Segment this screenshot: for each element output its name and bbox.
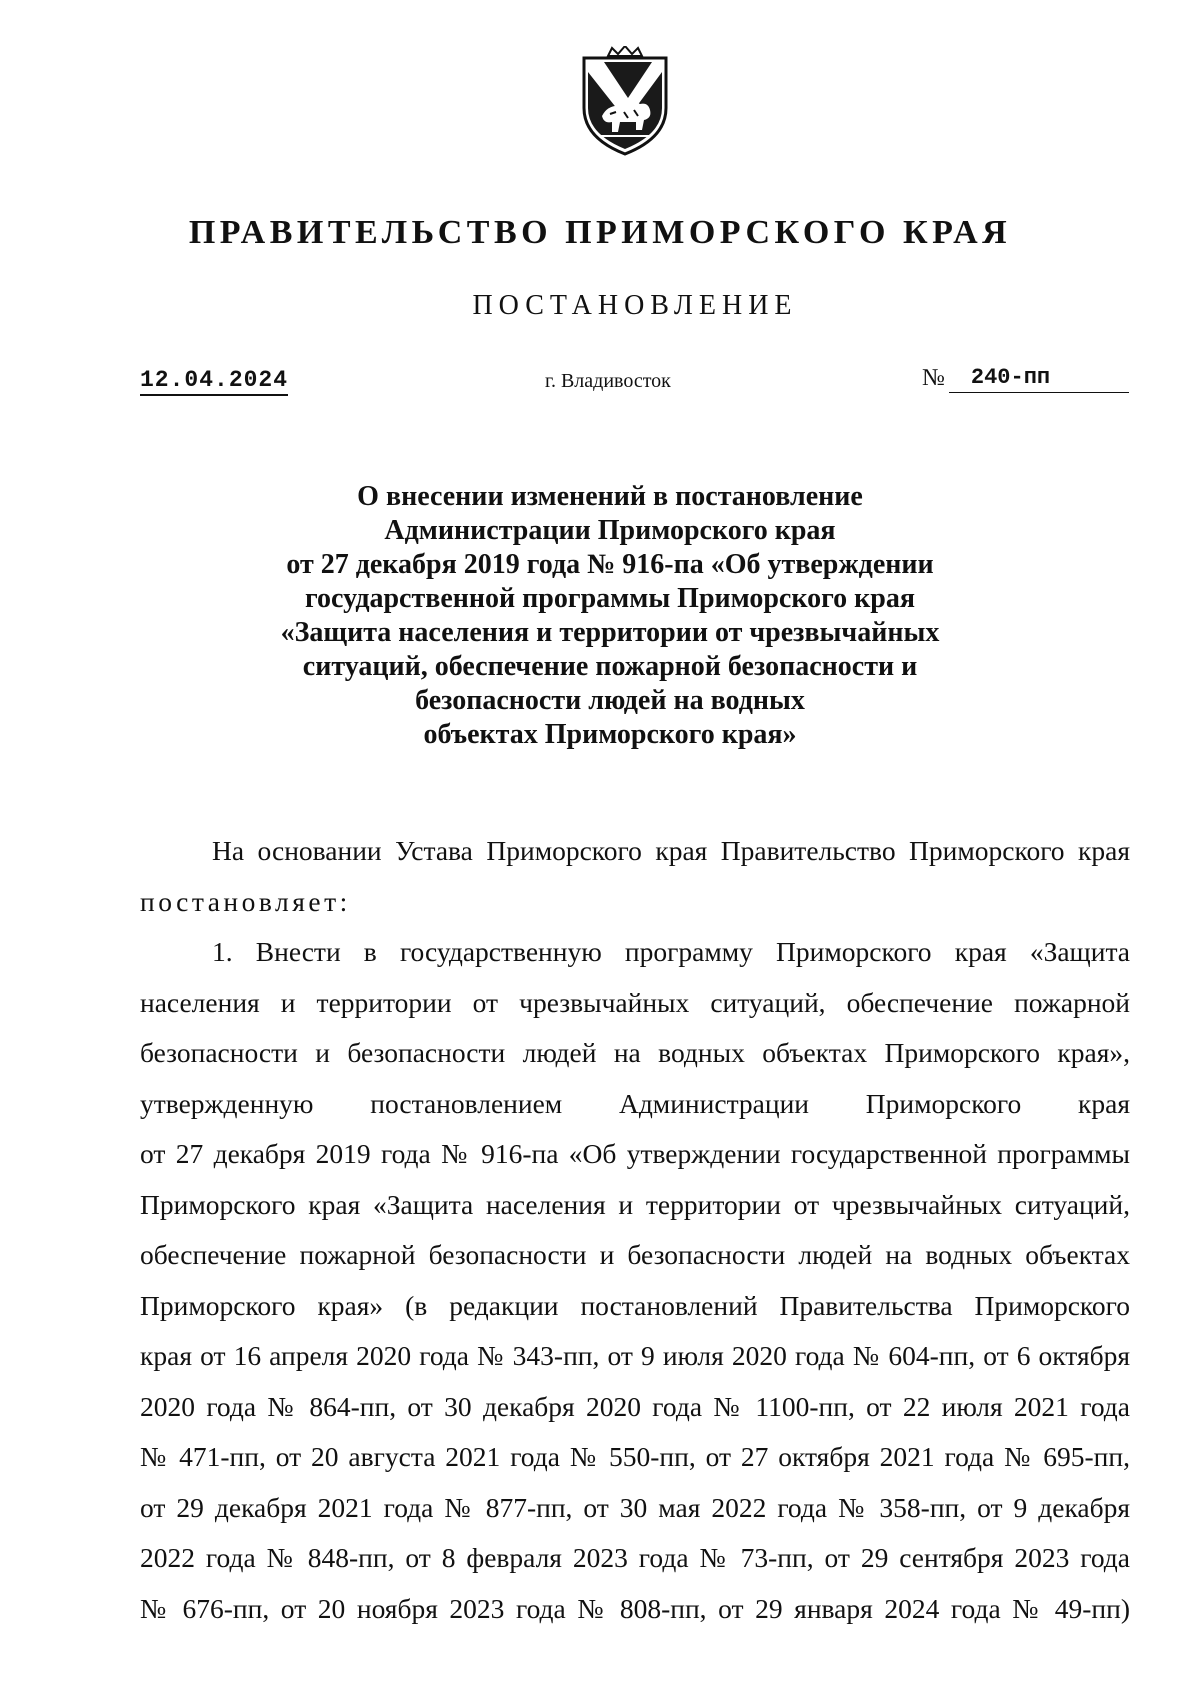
document-body [140, 826, 1130, 1634]
subject-line: государственной программы Приморского края [305, 583, 915, 614]
document-subject [150, 480, 1070, 752]
subject-line: «Защита населения и территории от чрезвычайных [280, 617, 940, 648]
subject-line: О внесении изменений в постановление [357, 481, 863, 512]
number-value: 240-пп [949, 364, 1129, 393]
government-title: ПРАВИТЕЛЬСТВО ПРИМОРСКОГО КРАЯ [188, 214, 1012, 251]
subject-line: Администрации Приморского края [384, 515, 836, 546]
document-city: г. Владивосток [545, 370, 671, 392]
subject-line: от 27 декабря 2019 года № 916-па «Об утверждении [286, 549, 934, 580]
body-line: № 676-пп, от 20 ноября 2023 года № 808-пп, от 29 января 2024 года № 49-пп) [140, 1592, 1130, 1624]
subject-line: объектах Приморского края» [423, 719, 797, 750]
body-line: № 471-пп, от 20 августа 2021 года № 550-пп, от 27 октября 2021 года № 695-пп, [140, 1441, 1130, 1472]
document-number [922, 363, 1129, 393]
body-line: 1. Внести в государственную программу Приморского края «Защита [212, 936, 1130, 967]
body-line: постановляет: [140, 885, 351, 917]
body-line: утвержденную постановлением Администрации Приморского края [140, 1087, 1130, 1119]
subject-line: безопасности людей на водных [415, 685, 805, 716]
body-line: населения и территории от чрезвычайных ситуаций, обеспечение пожарной [140, 986, 1130, 1018]
body-line: от 29 декабря 2021 года № 877-пп, от 30 мая 2022 года № 358-пп, от 9 декабря [140, 1491, 1130, 1523]
body-line: обеспечение пожарной безопасности и безопасности людей на водных объектах [140, 1239, 1130, 1270]
body-line: от 27 декабря 2019 года № 916-па «Об утверждении государственной программы [140, 1138, 1130, 1169]
body-line: 2020 года № 864-пп, от 30 декабря 2020 года № 1100-пп, от 22 июля 2021 года [140, 1390, 1130, 1422]
body-line: края от 16 апреля 2020 года № 343-пп, от 9 июля 2020 года № 604-пп, от 6 октября [140, 1340, 1130, 1371]
body-line: 2022 года № 848-пп, от 8 февраля 2023 года № 73-пп, от 29 сентября 2023 года [140, 1542, 1130, 1573]
document-type: ПОСТАНОВЛЕНИЕ [472, 290, 798, 321]
subject-line: ситуаций, обеспечение пожарной безопасности и [302, 651, 918, 682]
body-line: Приморского края» (в редакции постановлений Правительства Приморского [140, 1289, 1130, 1321]
body-line: На основании Устава Приморского края Правительство Приморского края [212, 835, 1130, 866]
primorsky-krai-coat-of-arms-icon [578, 46, 672, 158]
body-line: Приморского края «Защита населения и территории от чрезвычайных ситуаций, [140, 1188, 1130, 1220]
body-line: безопасности и безопасности людей на водных объектах Приморского края», [140, 1037, 1130, 1068]
document-date: 12.04.2024 [140, 366, 288, 396]
number-sign: № [922, 365, 945, 391]
